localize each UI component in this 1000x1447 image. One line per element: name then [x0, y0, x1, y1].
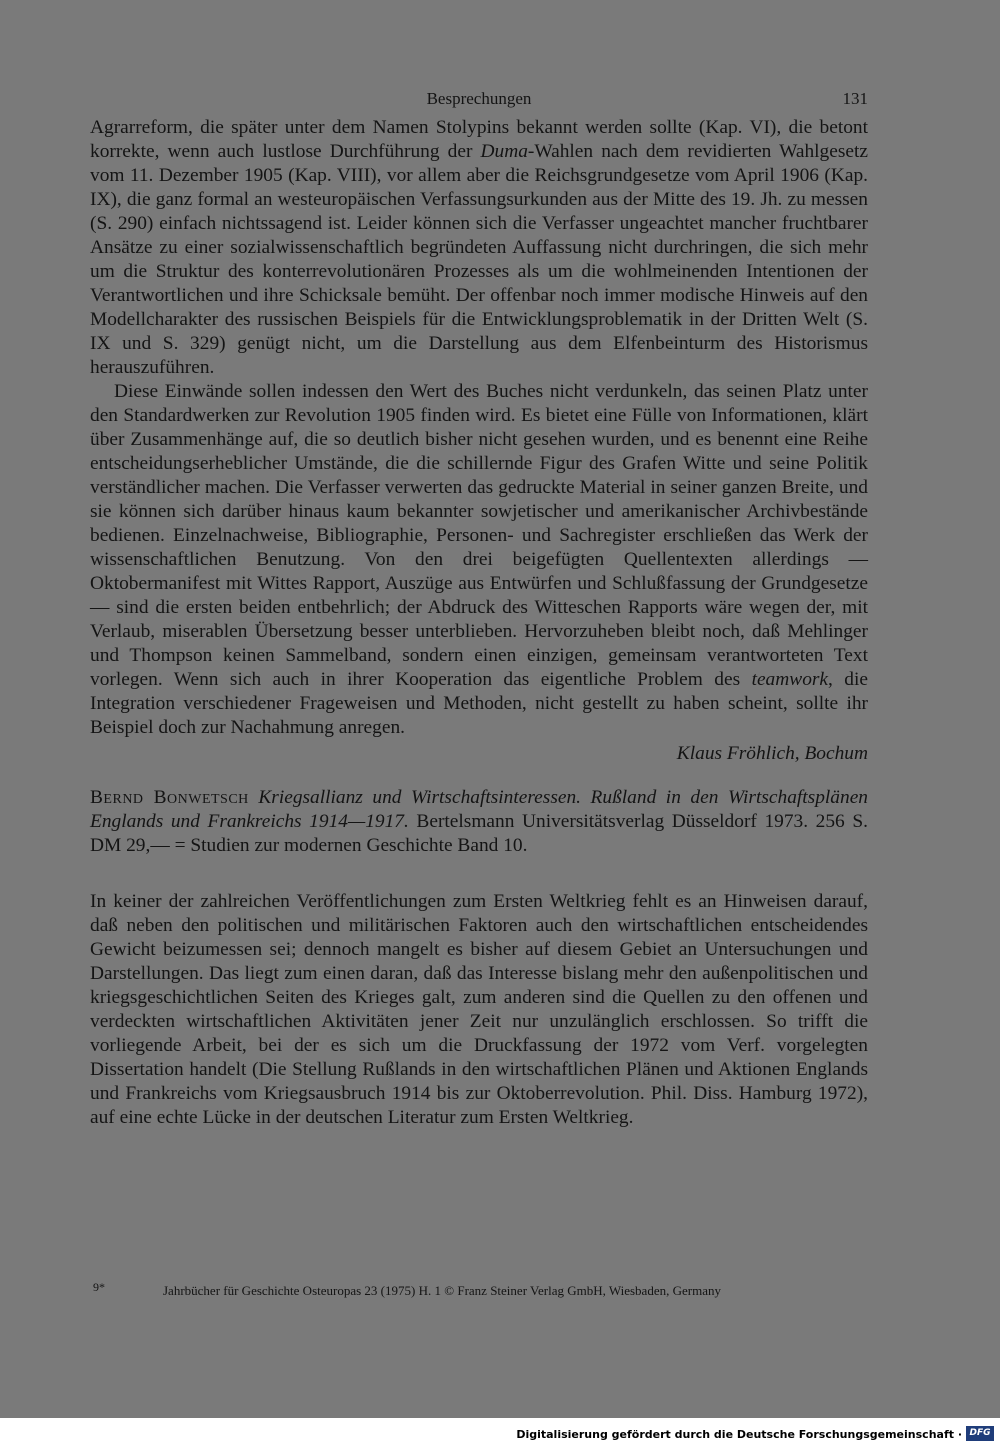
- funding-credit: Digitalisierung gefördert durch die Deutsche Forschungsgemeinschaft ·: [516, 1428, 962, 1441]
- paragraph: [90, 380, 868, 740]
- publication-details: Bertelsmann Universitätsverlag Düsseldorf 1973. 256 S. DM 29,— = Studien zur modernen Geschichte Band 10.: [90, 811, 868, 856]
- paragraph: In keiner der zahlreichen Veröffentlichungen zum Ersten Weltkrieg fehlt es an Hinweisen darauf, daß neben den politischen und militärischen Faktoren auch den wirtschaftlichen entscheidendes Gewicht beizumessen sei; dennoch mangelt es bisher auf diesem Gebiet an Untersuchungen und Darstellungen. Das liegt zum einen daran, daß das Interesse bislang mehr den außenpolitischen und kriegsgeschichtlichen Seiten des Krieges galt, zum anderen sind die Quellen zu den offenen und verdeckten wirtschaftlichen Aktivitäten jener Zeit nur unzulänglich erschlossen. So trifft die vorliegende Arbeit, bei der es sich um die Druckfassung der 1972 vom Verf. vorgelegten Dissertation handelt (Die Stellung Rußlands in den wirtschaftlichen Plänen und Aktionen Englands und Frankreichs vom Kriegsausbruch 1914 bis zur Oktoberrevolution. Phil. Diss. Hamburg 1972), auf eine echte Lücke in der deutschen Literatur zum Ersten Weltkrieg.: [90, 891, 868, 1128]
- dfg-logo: DFG: [966, 1426, 994, 1441]
- signature-mark: 9*: [93, 1280, 105, 1294]
- digitization-credit-bar: [0, 1418, 1000, 1447]
- text-run: , die Integration verschiedener Frageweisen und Methoden, nicht gestellt zu haben scheint, sollte ihr Beispiel doch zur Nachahmung anregen.: [90, 669, 868, 738]
- reviewer-signature: Klaus Fröhlich, Bochum: [676, 743, 868, 764]
- running-head: [90, 86, 868, 112]
- journal-imprint: Jahrbücher für Geschichte Osteuropas 23 (1975) H. 1 © Franz Steiner Verlag GmbH, Wiesbaden, Germany: [163, 1283, 721, 1298]
- page-content: [90, 86, 868, 1130]
- book-author: Bernd Bonwetsch: [90, 787, 249, 808]
- book-title: Kriegsallianz und Wirtschaftsinteressen. Rußland in den Wirtschaftsplänen Englands und Frankreichs 1914—1917.: [90, 787, 868, 832]
- italic-term: Duma: [480, 141, 528, 162]
- italic-term: teamwork: [751, 669, 829, 690]
- page-number: 131: [842, 89, 868, 108]
- paragraph: [90, 116, 868, 380]
- running-head-title: Besprechungen: [426, 89, 532, 108]
- review-heading: [90, 786, 868, 858]
- text-run: Agrarreform, die später unter dem Namen Stolypins bekannt werden sollte (Kap. VI), die betont korrekte, wenn auch lustlose Durchführung der: [90, 117, 868, 162]
- previous-review-text: [90, 116, 868, 740]
- text-run: Diese Einwände sollen indessen den Wert des Buches nicht verdunkeln, das seinen Platz unter den Standardwerken zur Revolution 1905 finden wird. Es bietet eine Fülle von Informationen, klärt über Zusammenhänge auf, die so deutlich bisher nicht gesehen wurden, und es benennt eine Reihe entscheidungserheblicher Umstände, die die schillernde Figur des Grafen Witte und seine Politik verständlicher machen. Die Verfasser verwerten das gedruckte Material in seiner ganzen Breite, und sie können sich darüber hinaus kaum bekannter sowjetischer und amerikanischer Archivbestände bedienen. Einzelnachweise, Bibliographie, Personen- und Sachregister erschließen das Werk der wissenschaftlichen Benutzung. Von den drei beigefügten Quellentexten allerdings — Oktobermanifest mit Wittes Rapport, Auszüge aus Entwürfen und Schlußfassung der Grundgesetze — sind die ersten beiden entbehrlich; der Abdruck des Witteschen Rapports wäre wegen der, mit Verlaub, miserablen Übersetzung besser unterblieben. Hervorzuheben bleibt noch, daß Mehlinger und Thompson keinen Sammelband, sondern einen einzigen, gemeinsam verantworteten Text vorlegen. Wenn sich auch in ihrer Kooperation das eigentliche Problem des: [90, 381, 868, 690]
- review-text: [90, 890, 868, 1130]
- text-run: -Wahlen nach dem revidierten Wahlgesetz vom 11. Dezember 1905 (Kap. VIII), vor allem aber die Reichsgrundgesetze vom April 1906 (Kap. IX), die ganz formal an westeuropäischen Verfassungsurkunden aus der Mitte des 19. Jh. zu messen (S. 290) einfach nichtssagend ist. Leider können sich die Verfasser ungeachtet mancher fruchtbarer Ansätze zu einer sozialwissenschaftlich begründeten Auffassung nicht durchringen, die sich mehr um die Struktur des konterrevolutionären Prozesses als um die wohlmeinenden Intentionen der Verantwortlichen und ihre Schicksale bemüht. Der offenbar noch immer modische Hinweis auf den Modellcharakter des russischen Beispiels für die Entwicklungsproblematik in der Dritten Welt (S. IX und S. 329) genügt nicht, um die Darstellung aus dem Elfenbeinturm des Historismus herauszuführen.: [90, 141, 868, 378]
